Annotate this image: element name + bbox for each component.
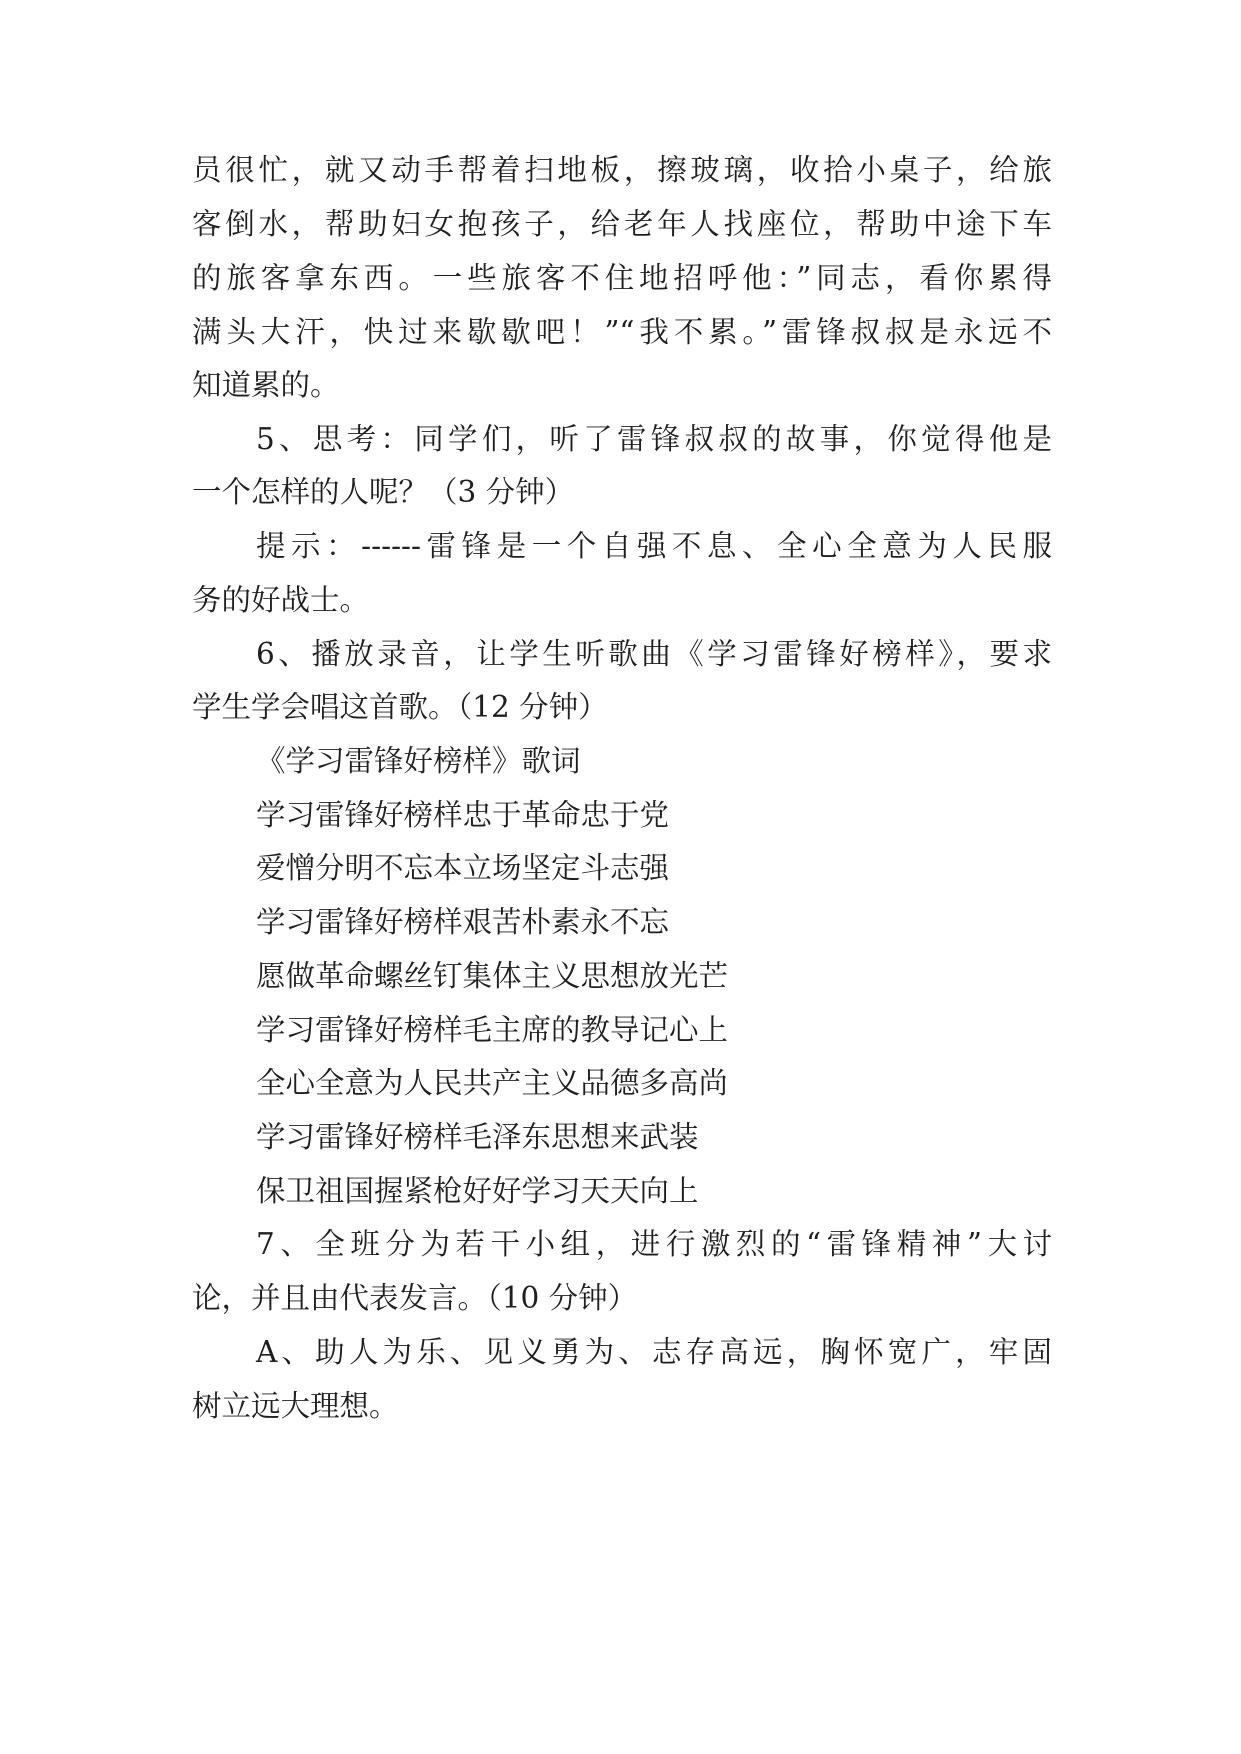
text-line: 知道累的。 [192, 368, 340, 402]
text-line: 6、播放录音，让学生听歌曲《学习雷锋好榜样》，要求 [256, 637, 1052, 671]
text-line: 7、全班分为若干小组，进行激烈的“雷锋精神”大讨 [256, 1227, 1052, 1261]
text-line: 员很忙，就又动手帮着扫地板，擦玻璃，收拾小桌子，给旅 [192, 153, 1052, 187]
text-line: A、助人为乐、见义勇为、志存高远，胸怀宽广，牢固 [256, 1335, 1052, 1369]
text-line: 务的好战士。 [192, 583, 370, 617]
lyrics-line: 学习雷锋好榜样毛泽东思想来武装 [256, 1120, 699, 1154]
text-line: 的旅客拿东西。一些旅客不住地招呼他：”同志，看你累得 [192, 261, 1052, 295]
lyrics-line: 学习雷锋好榜样毛主席的教导记心上 [256, 1013, 729, 1047]
text-line: 一个怎样的人呢？（3 分钟） [192, 475, 575, 509]
lyrics-line: 爱憎分明不忘本立场坚定斗志强 [256, 851, 670, 885]
text-line: 提示：------雷锋是一个自强不息、全心全意为人民服 [256, 529, 1052, 563]
text-line: 客倒水，帮助妇女抱孩子，给老年人找座位，帮助中途下车 [192, 207, 1052, 241]
lyrics-line: 保卫祖国握紧枪好好学习天天向上 [256, 1174, 699, 1208]
text-line: 5、思考：同学们，听了雷锋叔叔的故事，你觉得他是 [256, 422, 1052, 456]
lyrics-line: 全心全意为人民共产主义品德多高尚 [256, 1066, 729, 1100]
lyrics-line: 学习雷锋好榜样忠于革命忠于党 [256, 798, 670, 832]
lyrics-line: 学习雷锋好榜样艰苦朴素永不忘 [256, 905, 670, 939]
text-line: 学生学会唱这首歌。（12 分钟） [192, 690, 608, 724]
lyrics-line: 愿做革命螺丝钉集体主义思想放光芒 [256, 959, 729, 993]
lyrics-title: 《学习雷锋好榜样》歌词 [256, 744, 581, 778]
text-line: 满头大汗，快过来歇歇吧！”“我不累。”雷锋叔叔是永远不 [192, 315, 1052, 349]
text-line: 树立远大理想。 [192, 1389, 399, 1423]
text-line: 论，并且由代表发言。（10 分钟） [192, 1281, 638, 1315]
